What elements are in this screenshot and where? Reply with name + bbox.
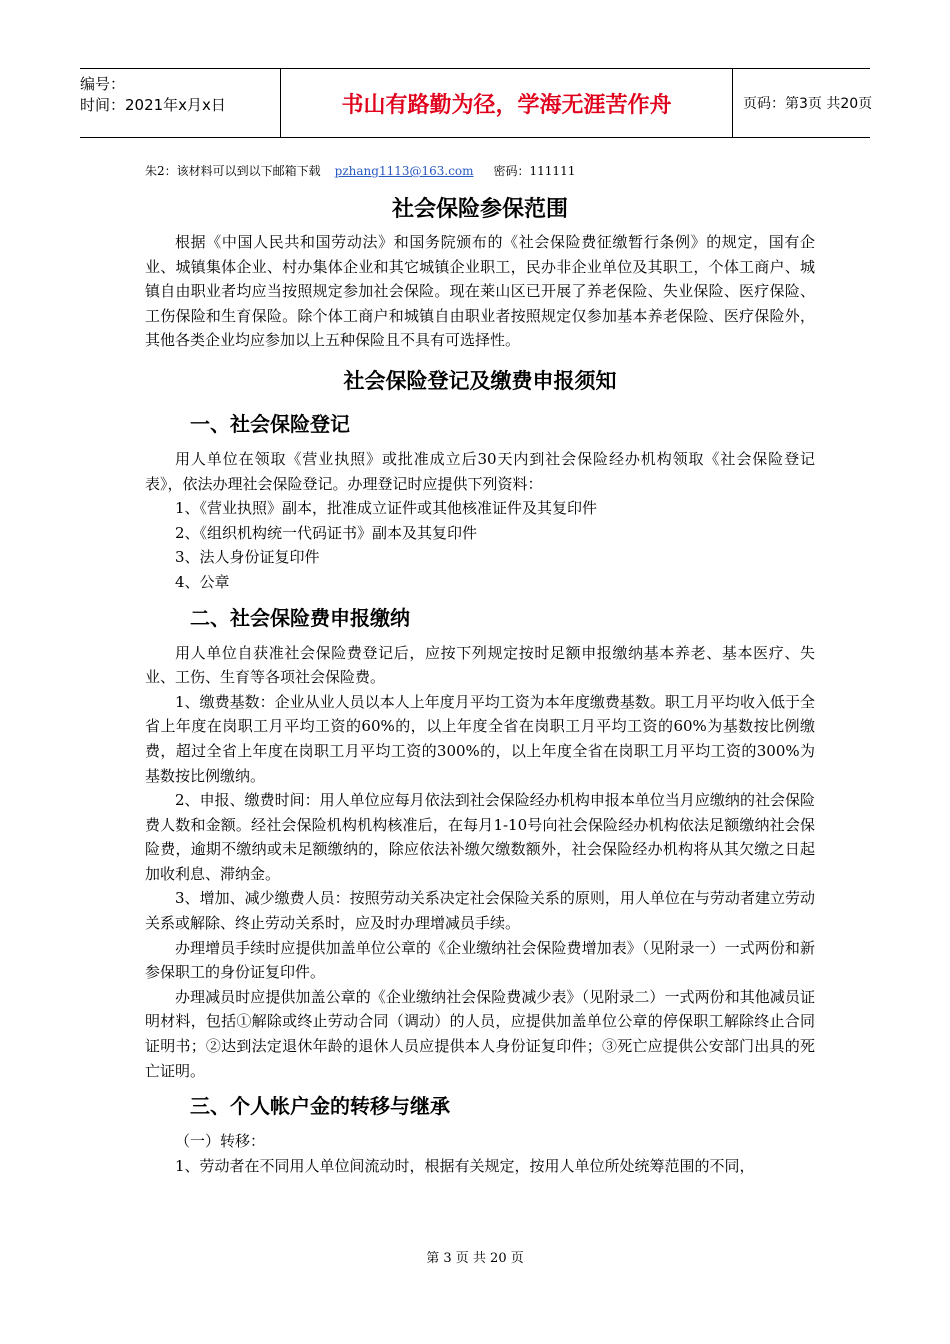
list-item: 1、《营业执照》副本，批准成立证件或其他核准证件及其复印件 <box>175 499 598 518</box>
time-label: 时间：2021年x月x日 <box>80 96 226 114</box>
title-insurance-scope: 社会保险参保范围 <box>391 197 568 222</box>
list-item: （一）转移： <box>175 1132 266 1151</box>
document-body <box>145 190 815 1178</box>
email-link[interactable]: pzhang1113@163.com <box>334 164 474 178</box>
header-page-info: 页码：第3页 共20页 <box>743 96 873 112</box>
paragraph: 用人单位在领取《营业执照》或批准成立后30天内到社会保险经办机构领取《社会保险登记表》，依法办理社会保险登记。办理登记时应提供下列资料： <box>145 449 815 493</box>
header-meta <box>80 69 280 137</box>
note-prefix: 朱2：该材料可以到以下邮箱下载 <box>145 164 321 178</box>
paragraph: 2、申报、缴费时间：用人单位应每月依法到社会保险经办机构申报本单位当月应缴纳的社会保险费人数和金额。经社会保险机构机构核准后，在每月1-10号向社会保险经办机构依法足额缴纳社会保险费，逾期不缴纳或未足额缴纳的，除应依法补缴欠缴数额外，社会保险经办机构将从其欠缴之日起加收利息、滞纳金。 <box>145 791 815 883</box>
page-header <box>80 68 873 138</box>
paragraph: 1、劳动者在不同用人单位间流动时，根据有关规定，按用人单位所处统筹范围的不同， <box>175 1156 755 1175</box>
paragraph: 1、缴费基数：企业从业人员以本人上年度月平均工资为本年度缴费基数。职工月平均收入低于全省上年度在岗职工月平均工资的60%的，以上年度全省在岗职工月平均工资的60%为基数按比例缴费，超过全省上年度在岗职工月平均工资的300%的，以上年度全省在岗职工月平均工资的300%为基数按比例缴纳。 <box>145 692 815 785</box>
section-heading-registration: 一、社会保险登记 <box>190 411 350 436</box>
paragraph: 办理增员手续时应提供加盖单位公章的《企业缴纳社会保险费增加表》（见附录一）一式两份和新参保职工的身份证复印件。 <box>145 938 815 982</box>
paragraph: 办理减员时应提供加盖公章的《企业缴纳社会保险费减少表》（见附录二）一式两份和其他减员证明材料，包括①解除或终止劳动合同（调动）的人员，应提供加盖单位公章的停保职工解除终止合同证明书；②达到法定退休年龄的退休人员应提供本人身份证复印件；③死亡应提供公安部门出具的死亡证明。 <box>145 987 815 1080</box>
list-item: 4、公章 <box>175 572 230 591</box>
header-motto: 书山有路勤为径，学海无涯苦作舟 <box>280 69 733 137</box>
page-footer: 第 3 页 共 20 页 <box>426 1251 524 1266</box>
title-registration-notice: 社会保险登记及缴费申报须知 <box>343 368 617 393</box>
list-item: 2、《组织机构统一代码证书》副本及其复印件 <box>175 523 478 542</box>
download-note <box>145 162 575 179</box>
paragraph: 用人单位自获准社会保险费登记后，应按下列规定按时足额申报缴纳基本养老、基本医疗、失业、工伤、生育等各项社会保险费。 <box>145 643 815 687</box>
section-heading-account-transfer: 三、个人帐户金的转移与继承 <box>190 1094 450 1119</box>
paragraph: 3、增加、减少缴费人员：按照劳动关系决定社会保险关系的原则，用人单位在与劳动者建立劳动关系或解除、终止劳动关系时，应及时办理增减员手续。 <box>145 889 815 933</box>
number-label: 编号： <box>80 75 126 93</box>
paragraph: 根据《中国人民共和国劳动法》和国务院颁布的《社会保险费征缴暂行条例》的规定，国有企业、城镇集体企业、村办集体企业和其它城镇企业职工，民办非企业单位及其职工，个体工商户、城镇自由职业者均应当按照规定参加社会保险。现在莱山区已开展了养老保险、失业保险、医疗保险、工伤保险和生育保险。除个体工商户和城镇自由职业者按照规定仅参加基本养老保险、医疗保险外，其他各类企业均应参加以上五种保险且不具有可选择性。 <box>145 233 815 350</box>
section-heading-payment: 二、社会保险费申报缴纳 <box>190 605 410 630</box>
list-item: 3、法人身份证复印件 <box>175 548 320 567</box>
note-password: 密码：111111 <box>493 164 576 178</box>
